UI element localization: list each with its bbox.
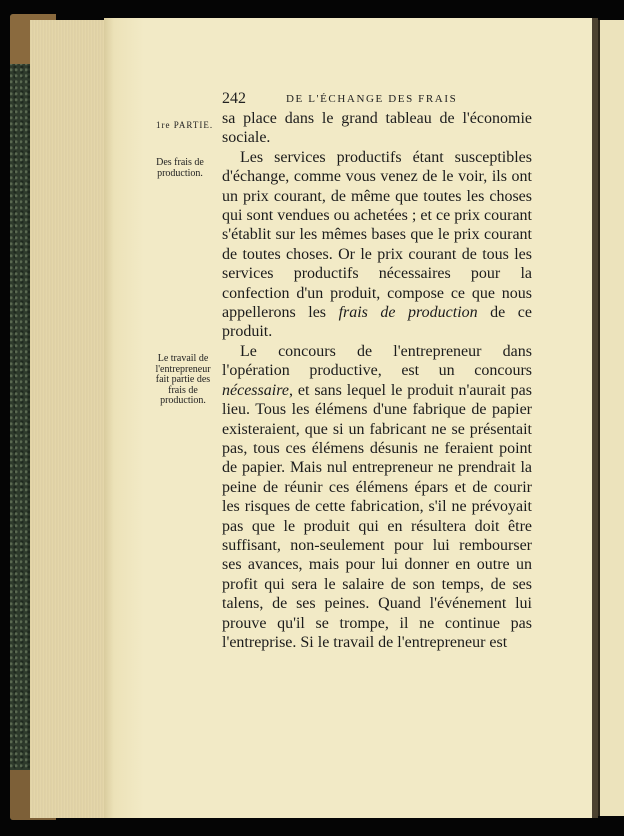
paragraph-1: sa place dans le grand tableau de l'économie sociale. <box>222 110 532 147</box>
running-title: DE L'ÉCHANGE DES FRAIS <box>286 93 458 105</box>
paragraph-3 <box>222 342 532 653</box>
paragraph-3-text: Le concours de l'entrepreneur dans l'opération productive, est un concours <box>222 342 532 380</box>
margin-note-travail-entrepreneur: Le travail de l'entrepreneur fait partie des frais de production. <box>155 353 211 406</box>
page-number: 242 <box>222 90 246 107</box>
part-label: 1re PARTIE. <box>156 120 214 130</box>
body-text <box>222 109 532 652</box>
paragraph-3-emphasis: nécessaire <box>222 381 289 399</box>
margin-note-frais-production: Des frais de production. <box>156 157 204 179</box>
paragraph-2 <box>222 148 532 342</box>
right-page-edge <box>598 20 624 816</box>
page-edges <box>30 20 111 818</box>
paragraph-2-emphasis: frais de production <box>338 304 478 322</box>
paragraph-2-text: Les services productifs étant susceptibles d'échange, comme vous venez de le voir, ils ont un prix courant, de même que toutes les choses qui sont vendues ou achetées ; et ce prix courant s'établit sur les mêmes bases que le prix courant de toutes choses. Or le prix courant de tous les services productifs nécessaires pour la confection d'un produit, compose ce que nous appellerons les <box>222 148 532 322</box>
paragraph-2-tail: de ce produit. <box>222 304 533 341</box>
paragraph-3-tail: , et sans lequel le produit n'aurait pas lieu. Tous les élémens d'une fabrique de papier existeraient, que si un fabricant ne se présentait pas, tous ces élémens désunis ne feraient point de papier. Mais nul entrepreneur ne prendrait la peine de réunir ces élémens épars et de courir les risques de cette fabrication, s'il ne prévoyait pas que le produit qui en résultera doit être suffisant, non-seulement pour lui rembourser ses avances, mais pour lui donner en outre un profit qui sera le salaire de son temps, de ses talens, de ses peines. Quand l'événement lui prouve qu'il se trompe, il ne continue pas l'entreprise. Si le travail de l'entrepreneur est <box>222 381 532 651</box>
